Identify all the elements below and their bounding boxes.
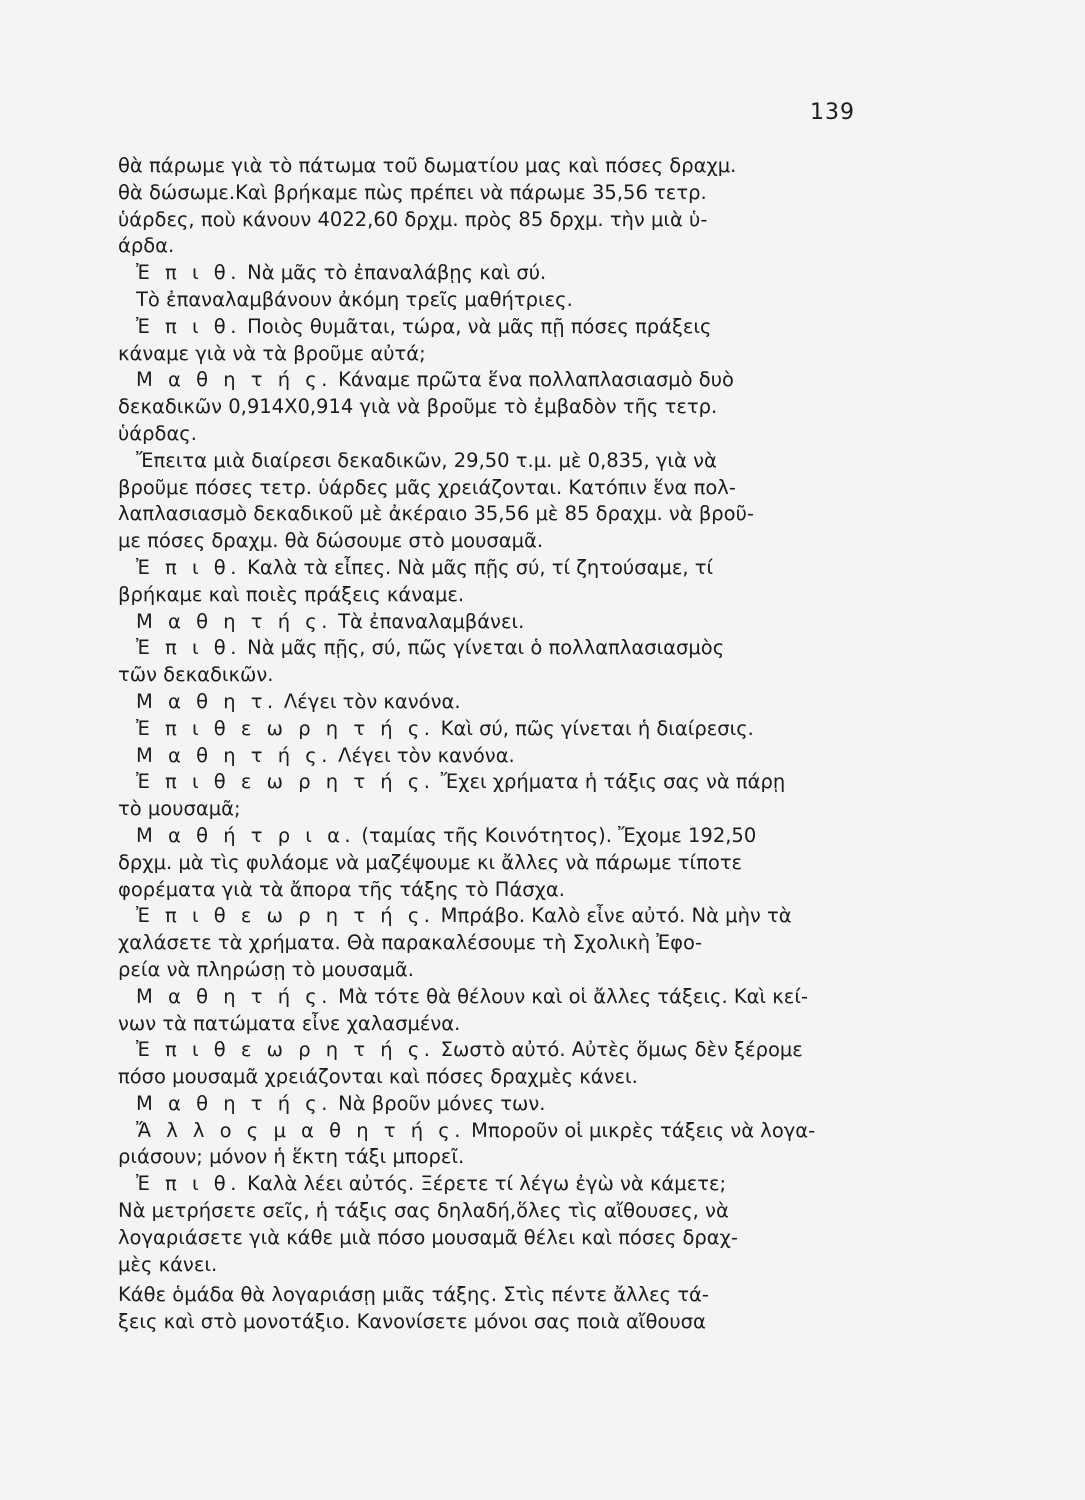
line-text: δρχμ. μὰ τὶς φυλάομε νὰ μαζέψουμε κι ἄλλες νὰ πάρωμε τίποτε (118, 850, 743, 874)
line-text: Καὶ σύ, πῶς γίνεται ἡ διαίρεσις. (440, 716, 754, 740)
dialogue-line (118, 555, 878, 582)
text-line (118, 1225, 878, 1252)
line-text: θὰ δώσωμε.Καὶ βρήκαμε πὼς πρέπει νὰ πάρωμε 35,56 τετρ. (118, 180, 707, 204)
dialogue-line (118, 1171, 878, 1198)
line-text: πόσο μουσαμᾶ χρειάζονται καὶ πόσες δραχμὲς κάνει. (118, 1065, 638, 1089)
speaker-label: Ἐ π ι θ. (136, 1172, 241, 1196)
dialogue-line (118, 689, 878, 716)
line-text: ριάσουν; μόνον ἡ ἕκτη τάξι μπορεῖ. (118, 1145, 465, 1169)
dialogue-line (118, 984, 878, 1011)
line-text: Μποροῦν οἱ μικρὲς τάξεις νὰ λογα- (471, 1118, 816, 1142)
text-line (118, 1064, 878, 1091)
text-line (118, 501, 878, 528)
line-text: δεκαδικῶν 0,914Χ0,914 γιὰ νὰ βροῦμε τὸ ἐμβαδὸν τῆς τετρ. (118, 395, 718, 419)
speaker-label: Ἐ π ι θ ε ω ρ η τ ή ς. (136, 770, 435, 794)
line-text: τὸ μουσαμᾶ; (118, 797, 241, 821)
line-text: κάναμε γιὰ νὰ τὰ βροῦμε αὐτά; (118, 341, 426, 365)
dialogue-line (118, 1118, 878, 1145)
line-text: Καλὰ τὰ εἶπες. Νὰ μᾶς πῇς σύ, τί ζητούσαμε, τί (247, 555, 714, 579)
speaker-label: Ἐ π ι θ ε ω ρ η τ ή ς. (136, 716, 435, 740)
text-line (118, 930, 878, 957)
text-line (118, 394, 878, 421)
line-text: άρδα. (118, 234, 175, 258)
line-text: Λέγει τὸν κανόνα. (283, 689, 461, 713)
dialogue-line (118, 635, 878, 662)
text-line (118, 1252, 878, 1279)
dialogue-line (118, 314, 878, 341)
page-number: 139 (810, 100, 855, 125)
line-text: Νὰ μᾶς πῇς, σύ, πῶς γίνεται ὁ πολλαπλασιασμὸς (247, 636, 725, 660)
line-text: ρεία νὰ πληρώσῃ τὸ μουσαμᾶ. (118, 957, 414, 981)
line-text: Κάναμε πρῶτα ἕνα πολλαπλασιασμὸ δυὸ (338, 368, 734, 392)
text-line (118, 662, 878, 689)
dialogue-line (118, 769, 878, 796)
line-text: ὑάρδας. (118, 421, 197, 445)
text-line (118, 877, 878, 904)
text-line (118, 1309, 878, 1336)
line-text: Νὰ βροῦν μόνες των. (338, 1091, 546, 1115)
speaker-label: Ἄ λ λ ο ς μ α θ η τ ή ς. (136, 1118, 465, 1142)
speaker-label: Ἐ π ι θ. (136, 314, 241, 338)
text-line (118, 207, 878, 234)
line-text: λαπλασιασμὸ δεκαδικοῦ μὲ ἀκέραιο 35,56 μὲ 85 δραχμ. νὰ βροῦ- (118, 502, 754, 526)
dialogue-line (118, 716, 878, 743)
text-line (118, 582, 878, 609)
text-line (118, 341, 878, 368)
line-text: Κάθε ὁμάδα θὰ λογαριάσῃ μιᾶς τάξης. Στὶς πέντε ἄλλες τά- (118, 1283, 709, 1307)
speaker-label: Ἐ π ι θ ε ω ρ η τ ή ς. (136, 1038, 435, 1062)
body-text (118, 153, 878, 1336)
line-text: Καλὰ λέει αὐτός. Ξέρετε τί λέγω ἐγὼ νὰ κάμετε; (247, 1172, 727, 1196)
line-text: Σωστὸ αὐτό. Αὐτὲς ὅμως δὲν ξέρομε (440, 1038, 803, 1062)
dialogue-line (118, 823, 878, 850)
speaker-label: Μ α θ η τ ή ς. (136, 743, 332, 767)
line-text: Τὰ ἐπαναλαμβάνει. (338, 609, 525, 633)
speaker-label: Μ α θ η τ ή ς. (136, 984, 332, 1008)
speaker-label: Ἐ π ι θ. (136, 261, 241, 285)
line-text: Ποιὸς θυμᾶται, τώρα, νὰ μᾶς πῇ πόσες πράξεις (247, 314, 712, 338)
line-text: Ἔχει χρήματα ἡ τάξις σας νὰ πάρῃ (440, 770, 786, 794)
line-text: ὑάρδες, ποὺ κάνουν 4022,60 δρχμ. πρὸς 85 δρχμ. τὴν μιὰ ὑ- (118, 207, 708, 231)
speaker-label: Μ α θ η τ ή ς. (136, 1091, 332, 1115)
speaker-label: Ἐ π ι θ ε ω ρ η τ ή ς. (136, 904, 435, 928)
line-text: βρήκαμε καὶ ποιὲς πράξεις κάναμε. (118, 582, 465, 606)
dialogue-line (118, 903, 878, 930)
speaker-label: Μ α θ η τ ή ς. (136, 368, 332, 392)
dialogue-line (118, 1091, 878, 1118)
line-text: λογαριάσετε γιὰ κάθε μιὰ πόσο μουσαμᾶ θέλει καὶ πόσες δραχ- (118, 1225, 738, 1249)
text-line (118, 1011, 878, 1038)
line-text: βροῦμε πόσες τετρ. ὑάρδες μᾶς χρειάζονται. Κατόπιν ἕνα πολ- (118, 475, 736, 499)
dialogue-line (118, 367, 878, 394)
line-text: νων τὰ πατώματα εἶνε χαλασμένα. (118, 1011, 461, 1035)
line-text: Λέγει τὸν κανόνα. (338, 743, 515, 767)
speaker-label: Μ α θ η τ ή ς. (136, 609, 332, 633)
text-line (118, 475, 878, 502)
speaker-label: Ἐ π ι θ. (136, 555, 241, 579)
line-text: Ἔπειτα μιὰ διαίρεσι δεκαδικῶν, 29,50 τ.μ. μὲ 0,835, γιὰ νὰ (136, 448, 717, 472)
line-text: Νὰ μετρήσετε σεῖς, ἡ τάξις σας δηλαδή,ὅλες τὶς αἴθουσες, νὰ (118, 1199, 729, 1223)
text-line (118, 153, 878, 180)
text-line (118, 1198, 878, 1225)
speaker-label: Μ α θ ή τ ρ ι α. (136, 823, 356, 847)
speaker-label: Μ α θ η τ. (136, 689, 278, 713)
text-line (118, 957, 878, 984)
text-line (118, 180, 878, 207)
line-text: με πόσες δραχμ. θὰ δώσουμε στὸ μουσαμᾶ. (118, 529, 544, 553)
text-line (118, 421, 878, 448)
dialogue-line (118, 743, 878, 770)
line-text: τῶν δεκαδικῶν. (118, 663, 274, 687)
line-text: φορέματα γιὰ τὰ ἄπορα τῆς τάξης τὸ Πάσχα. (118, 877, 565, 901)
text-line (118, 448, 878, 475)
text-line (118, 233, 878, 260)
line-text: Μπράβο. Καλὸ εἶνε αὐτό. Νὰ μὴν τὰ (440, 904, 792, 928)
line-text: Μὰ τότε θὰ θέλουν καὶ οἱ ἄλλες τάξεις. Καὶ κεί- (338, 984, 808, 1008)
line-text: θὰ πάρωμε γιὰ τὸ πάτωμα τοῦ δωματίου μας καὶ πόσες δραχμ. (118, 154, 737, 177)
line-text: ξεις καὶ στὸ μονοτάξιο. Κανονίσετε μόνοι σας ποιὰ αἴθουσα (118, 1310, 706, 1334)
dialogue-line (118, 609, 878, 636)
line-text: χαλάσετε τὰ χρήματα. Θὰ παρακαλέσουμε τὴ Σχολικὴ Ἐφο- (118, 931, 703, 955)
text-line (118, 796, 878, 823)
text-line (118, 1282, 878, 1309)
text-line (118, 287, 878, 314)
text-line (118, 850, 878, 877)
text-line (118, 528, 878, 555)
text-line (118, 1144, 878, 1171)
line-text: μὲς κάνει. (118, 1252, 218, 1276)
line-text: Τὸ ἐπαναλαμβάνουν ἀκόμη τρεῖς μαθήτριες. (136, 287, 573, 311)
dialogue-line (118, 260, 878, 287)
speaker-label: Ἐ π ι θ. (136, 636, 241, 660)
line-text: Νὰ μᾶς τὸ ἐπαναλάβῃς καὶ σύ. (247, 261, 547, 285)
line-text: (ταμίας τῆς Κοινότητος). Ἔχομε 192,50 (361, 823, 757, 847)
dialogue-line (118, 1037, 878, 1064)
